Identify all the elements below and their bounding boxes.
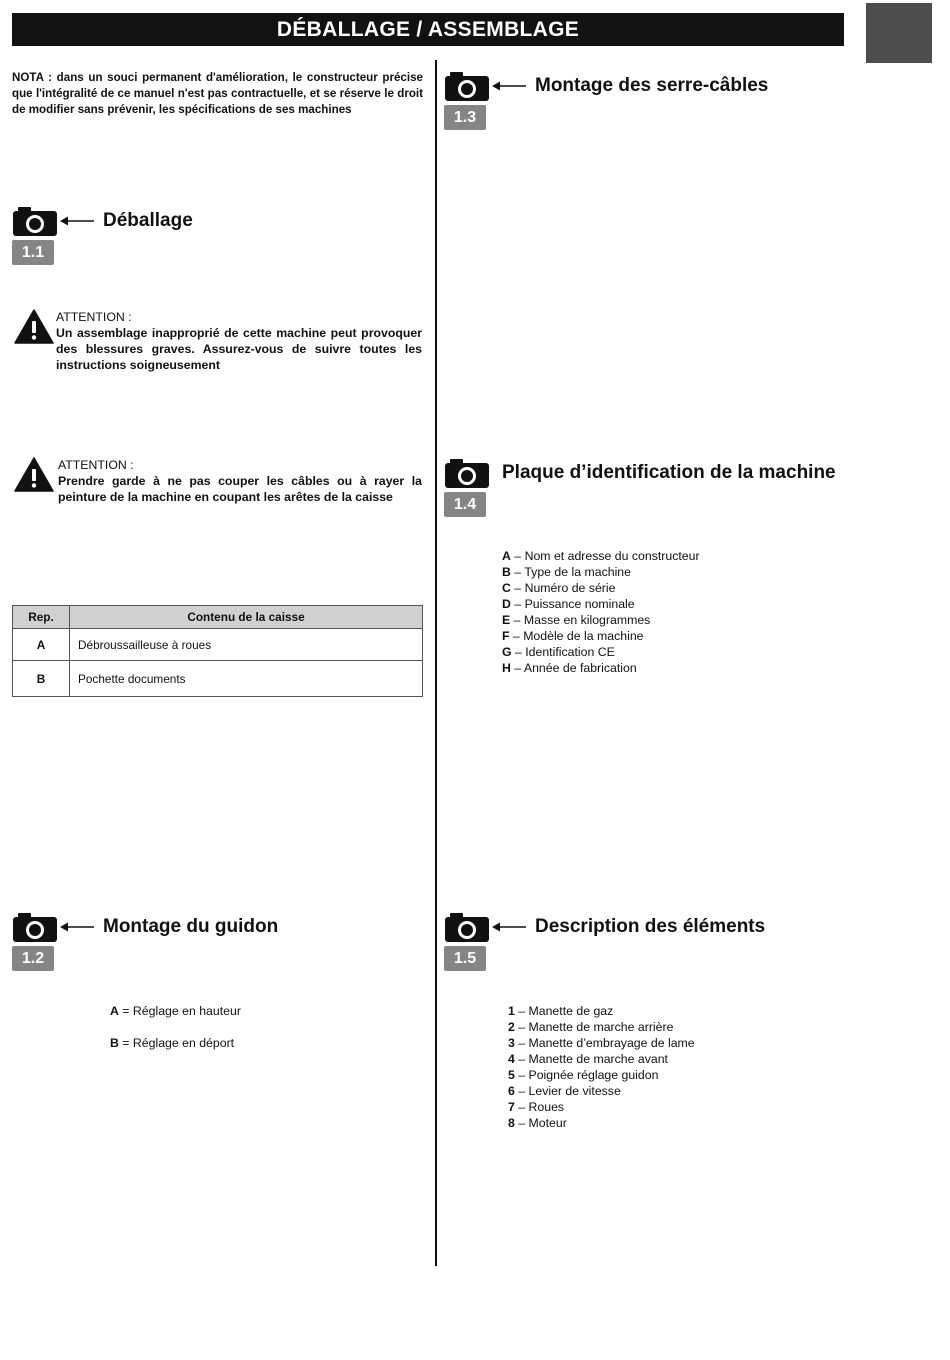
section-title: Déballage <box>103 210 193 231</box>
legend-text: – Identification CE <box>511 645 615 659</box>
disclaimer-note: NOTA : dans un souci permanent d'amélioration, le constructeur précise que l'intégralité de ce manuel n'est pas contractuelle, et se réserve le droit de modifier sans prévenir, les spécifications de ses machines <box>12 71 423 116</box>
figure-number-badge: 1.3 <box>444 105 486 130</box>
legend-text: – Masse en kilogrammes <box>510 613 651 627</box>
figure-number-badge: 1.5 <box>444 946 486 971</box>
list-item <box>502 548 700 564</box>
warning-assembly <box>14 309 422 373</box>
section-title: Plaque d’identification de la machine <box>502 462 836 483</box>
section-handlebar <box>12 911 278 971</box>
warning-text: Prendre garde à ne pas couper les câbles ou à rayer la peinture de la machine en coupant les arêtes de la caisse <box>58 474 422 504</box>
list-item <box>502 564 700 580</box>
warning-title: ATTENTION : <box>58 458 134 472</box>
warning-triangle-icon <box>14 457 54 493</box>
section-title: Description des éléments <box>535 916 766 937</box>
legend-text: – Moteur <box>514 1116 567 1130</box>
camera-icon <box>12 911 58 943</box>
page-title: DÉBALLAGE / ASSEMBLAGE <box>12 13 844 46</box>
legend-key: C <box>502 581 511 595</box>
figure-number-badge: 1.2 <box>12 946 54 971</box>
legend-key: D <box>502 597 511 611</box>
section-id-plate <box>444 457 836 517</box>
legend-text: – Poignée réglage guidon <box>514 1068 659 1082</box>
legend-key: 7 <box>508 1100 515 1114</box>
list-item <box>502 596 700 612</box>
section-cable-ties <box>444 70 768 130</box>
list-item <box>502 644 700 660</box>
handlebar-legend <box>110 1003 241 1051</box>
legend-key: 3 <box>508 1036 515 1050</box>
list-item <box>508 1019 695 1035</box>
legend-text: – Puissance nominale <box>510 597 635 611</box>
list-item <box>508 1035 695 1051</box>
legend-key: F <box>502 629 510 643</box>
legend-text: = Réglage en hauteur <box>118 1004 241 1018</box>
column-header: Contenu de la caisse <box>70 606 423 629</box>
chapter-tab <box>866 3 932 63</box>
column-header: Rep. <box>13 606 70 629</box>
legend-key: 5 <box>508 1068 515 1082</box>
warning-cables <box>14 457 422 505</box>
list-item <box>508 1099 695 1115</box>
legend-text: – Manette de marche avant <box>514 1052 668 1066</box>
figure-number-badge: 1.1 <box>12 240 54 265</box>
section-unpacking <box>12 205 193 265</box>
legend-text: – Manette d’embrayage de lame <box>514 1036 695 1050</box>
legend-key: 1 <box>508 1004 515 1018</box>
camera-icon <box>12 205 58 237</box>
arrow-left-icon <box>491 921 527 933</box>
column-divider <box>435 60 437 1266</box>
legend-key: 8 <box>508 1116 515 1130</box>
camera-icon <box>444 70 490 102</box>
id-plate-legend <box>502 548 700 676</box>
warning-title: ATTENTION : <box>56 310 132 324</box>
camera-icon <box>444 911 490 943</box>
legend-key: B <box>110 1036 119 1050</box>
figure-number-badge: 1.4 <box>444 492 486 517</box>
arrow-left-icon <box>59 215 95 227</box>
list-item <box>502 580 700 596</box>
list-item <box>508 1003 695 1019</box>
list-item <box>502 612 700 628</box>
legend-text: – Manette de marche arrière <box>514 1020 674 1034</box>
list-item <box>502 660 700 676</box>
list-item <box>508 1083 695 1099</box>
legend-text: – Type de la machine <box>510 565 631 579</box>
legend-key: 6 <box>508 1084 515 1098</box>
legend-key: E <box>502 613 511 627</box>
section-elements <box>444 911 765 971</box>
list-item <box>110 1003 241 1019</box>
section-title: Montage du guidon <box>103 916 279 937</box>
arrow-left-icon <box>491 80 527 92</box>
legend-key: A <box>110 1004 119 1018</box>
table-cell: Pochette documents <box>70 661 423 697</box>
warning-triangle-icon <box>14 309 54 345</box>
list-item <box>502 628 700 644</box>
legend-key: 2 <box>508 1020 515 1034</box>
legend-text: – Modèle de la machine <box>509 629 644 643</box>
table-header-row <box>13 606 423 629</box>
legend-key: B <box>502 565 511 579</box>
legend-text: – Numéro de série <box>510 581 616 595</box>
warning-text: Un assemblage inapproprié de cette machine peut provoquer des blessures graves. Assurez-vous de suivre toutes les instructions soigneusement <box>56 326 422 372</box>
list-item <box>508 1067 695 1083</box>
legend-text: – Roues <box>514 1100 565 1114</box>
table-cell: A <box>13 629 70 661</box>
table-cell: B <box>13 661 70 697</box>
section-title: Montage des serre-câbles <box>535 75 769 96</box>
legend-text: – Nom et adresse du constructeur <box>510 549 700 563</box>
legend-text: – Manette de gaz <box>514 1004 614 1018</box>
legend-text: = Réglage en déport <box>118 1036 235 1050</box>
table-row <box>13 629 423 661</box>
legend-key: H <box>502 661 511 675</box>
table-row <box>13 661 423 697</box>
list-item <box>508 1115 695 1131</box>
table-cell: Débroussailleuse à roues <box>70 629 423 661</box>
elements-legend <box>508 1003 695 1131</box>
legend-key: A <box>502 549 511 563</box>
legend-key: G <box>502 645 512 659</box>
crate-contents-table <box>12 605 423 697</box>
arrow-left-icon <box>59 921 95 933</box>
legend-key: 4 <box>508 1052 515 1066</box>
camera-icon <box>444 457 490 489</box>
list-item <box>508 1051 695 1067</box>
legend-text: – Levier de vitesse <box>514 1084 621 1098</box>
list-item <box>110 1035 241 1051</box>
legend-text: – Année de fabrication <box>510 661 637 675</box>
